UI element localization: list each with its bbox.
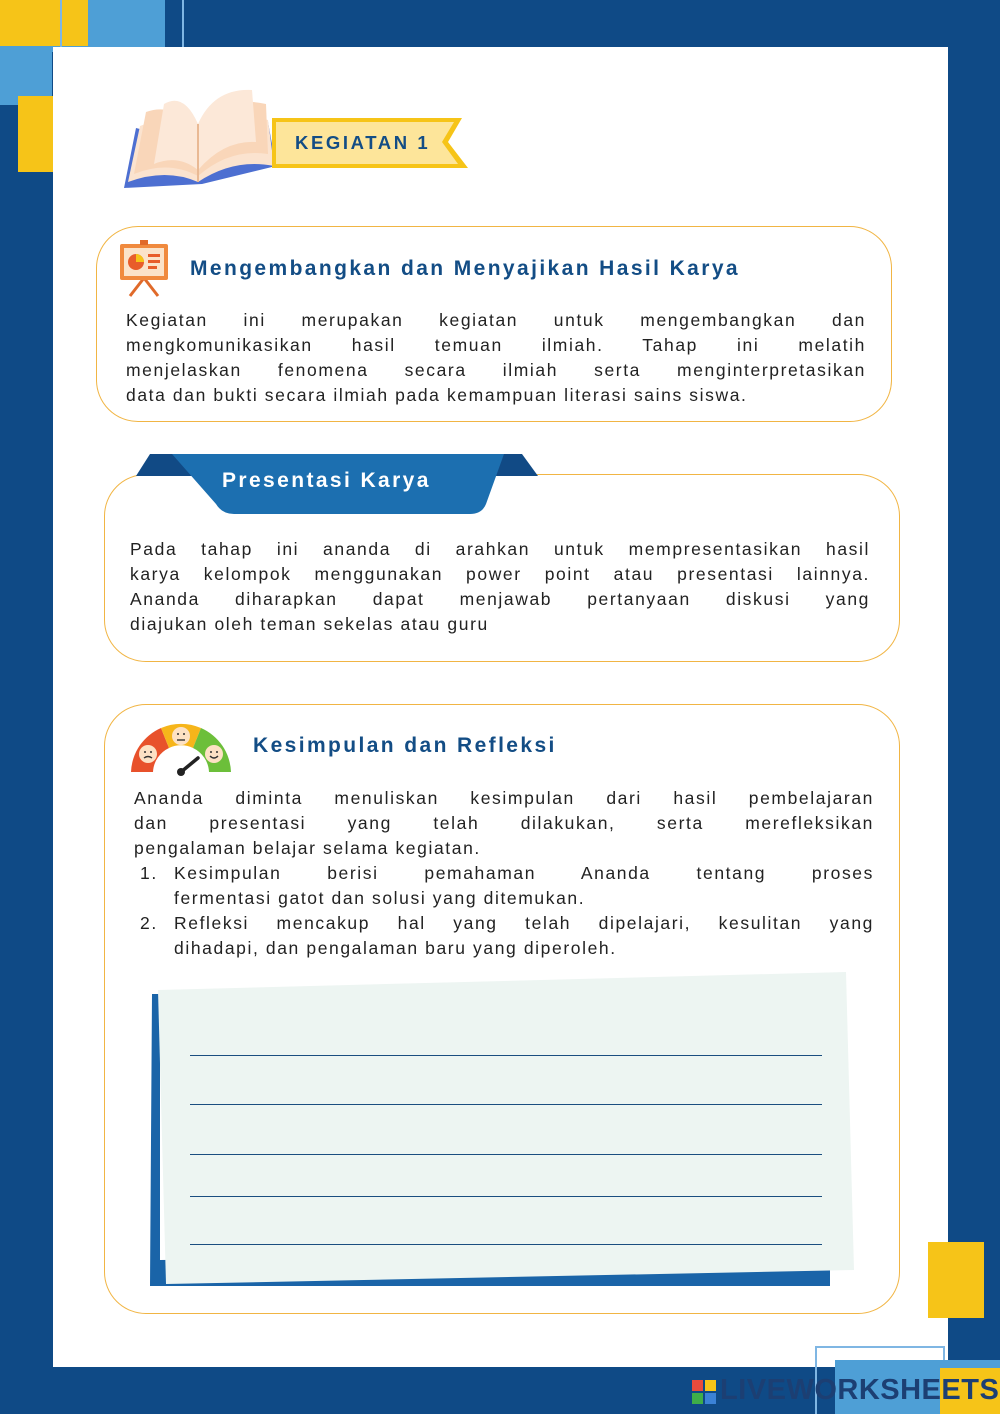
presentasi-paragraph bbox=[130, 537, 870, 637]
kesimpulan-title: Kesimpulan dan Refleksi bbox=[253, 734, 557, 757]
intro-line: data dan bukti secara ilmiah pada kemampuan literasi sains siswa. bbox=[126, 385, 748, 405]
list-item bbox=[140, 911, 874, 961]
presentasi-line: Ananda diharapkan dapat menjawab pertanyaan diskusi yang bbox=[130, 589, 870, 609]
brand-name: LIVEWORKSHEETS bbox=[720, 1374, 1000, 1406]
list-number: 1. bbox=[140, 863, 158, 883]
answer-line[interactable] bbox=[190, 1104, 822, 1105]
presentasi-ribbon-label: Presentasi Karya bbox=[222, 469, 431, 492]
kesimpulan-line: Ananda diminta menuliskan kesimpulan dari hasil pembelajaran bbox=[134, 788, 874, 808]
answer-line[interactable] bbox=[190, 1055, 822, 1056]
brand-logo-icon bbox=[692, 1380, 716, 1404]
mood-gauge-icon bbox=[128, 720, 234, 778]
corner-block-gold-right bbox=[928, 1242, 984, 1318]
presentasi-line: karya kelompok menggunakan power point atau presentasi lainnya. bbox=[130, 564, 870, 584]
open-book-icon bbox=[118, 84, 283, 196]
intro-title: Mengembangkan dan Menyajikan Hasil Karya bbox=[190, 257, 740, 280]
answer-box bbox=[148, 970, 858, 1290]
kesimpulan-paragraph bbox=[134, 786, 874, 861]
list-item-text: Kesimpulan berisi pemahaman Ananda tentang proses bbox=[174, 863, 874, 883]
list-item bbox=[140, 861, 874, 911]
list-item-text: fermentasi gatot dan solusi yang ditemukan. bbox=[174, 888, 586, 908]
intro-line: Kegiatan ini merupakan kegiatan untuk mengembangkan dan bbox=[126, 310, 866, 330]
list-number: 2. bbox=[140, 913, 158, 933]
kesimpulan-line: pengalaman belajar selama kegiatan. bbox=[134, 838, 481, 858]
list-item-text: dihadapi, dan pengalaman baru yang diperoleh. bbox=[174, 938, 617, 958]
badge-label: KEGIATAN 1 bbox=[295, 132, 431, 153]
answer-line[interactable] bbox=[190, 1196, 822, 1197]
presentasi-line: diajukan oleh teman sekelas atau guru bbox=[130, 614, 489, 634]
answer-line[interactable] bbox=[190, 1154, 822, 1155]
list-item-text: Refleksi mencakup hal yang telah dipelajari, kesulitan yang bbox=[174, 913, 874, 933]
presentation-board-icon bbox=[116, 238, 172, 298]
intro-line: menjelaskan fenomena secara ilmiah serta menginterpretasikan bbox=[126, 360, 866, 380]
presentasi-line: Pada tahap ini ananda di arahkan untuk mempresentasikan hasil bbox=[130, 539, 870, 559]
answer-line[interactable] bbox=[190, 1244, 822, 1245]
kesimpulan-line: dan presentasi yang telah dilakukan, serta merefleksikan bbox=[134, 813, 874, 833]
intro-paragraph bbox=[126, 308, 866, 408]
intro-line: mengkomunikasikan hasil temuan ilmiah. Tahap ini melatih bbox=[126, 335, 866, 355]
